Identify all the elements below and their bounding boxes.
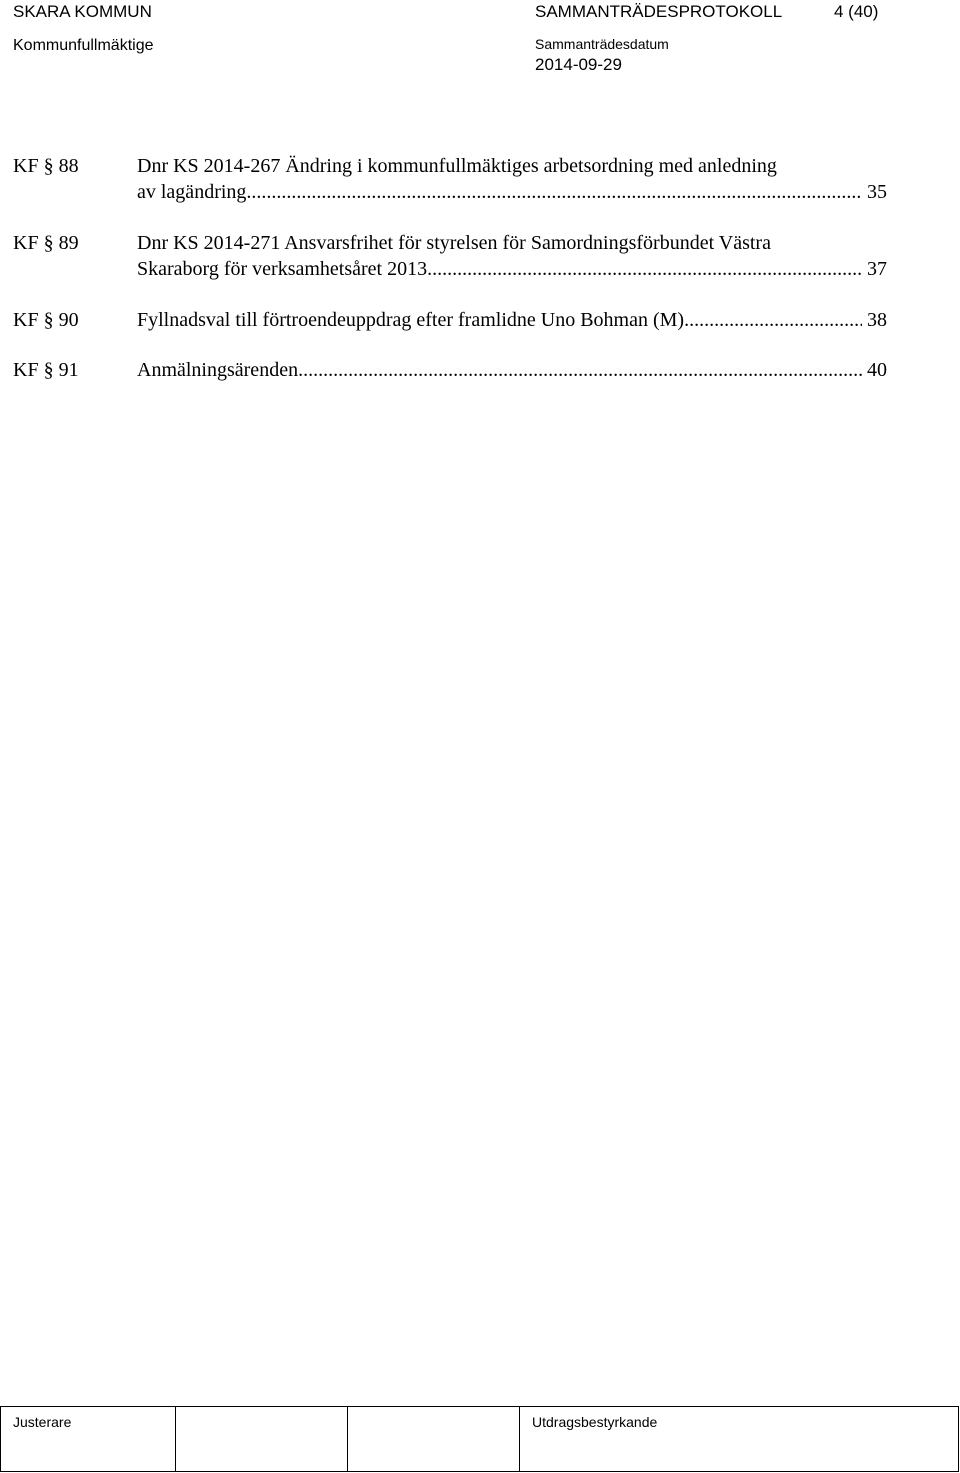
toc-ref-kf-89: KF § 89 <box>13 232 79 254</box>
toc-entry-title-cont: Skaraborg för verksamhetsåret 2013 ..... <box>137 256 862 282</box>
municipality-name: SKARA KOMMUN <box>13 2 152 21</box>
toc-page-number: 40 <box>867 359 887 381</box>
meeting-date: 2014-09-29 <box>535 55 622 74</box>
toc-entry-title: Anmälningsärenden ..... <box>137 357 862 383</box>
justerare-cell-3[interactable] <box>347 1407 519 1471</box>
toc-entry-title: Fyllnadsval till förtroendeuppdrag efter framlidne Uno Bohman (M) ..... <box>137 307 862 333</box>
toc-entry-kf-89[interactable] <box>137 230 887 282</box>
toc-ref-kf-90: KF § 90 <box>13 309 79 331</box>
governing-body: Kommunfullmäktige <box>13 37 154 54</box>
justerare-cell[interactable] <box>0 1407 175 1471</box>
document-type: SAMMANTRÄDESPROTOKOLL <box>535 2 783 21</box>
meeting-date-label: Sammanträdesdatum <box>535 36 669 52</box>
toc-page-number: 38 <box>867 309 887 331</box>
toc-ref-kf-91: KF § 91 <box>13 359 79 381</box>
toc-entry-title: Dnr KS 2014-267 Ändring i kommunfullmäktiges arbetsordning med anledning <box>137 155 777 177</box>
toc-page-number: 37 <box>867 258 887 280</box>
toc-entry-kf-88[interactable] <box>137 153 887 205</box>
justerare-cell-2[interactable] <box>175 1407 347 1471</box>
utdrag-label: Utdragsbestyrkande <box>532 1414 658 1430</box>
signature-footer <box>0 1406 959 1472</box>
toc-entry-kf-91[interactable] <box>137 357 887 383</box>
toc-entry-title-cont: av lagändring ..... <box>137 179 862 205</box>
toc-entry-kf-90[interactable] <box>137 307 887 333</box>
justerare-label: Justerare <box>13 1414 72 1430</box>
toc-ref-kf-88: KF § 88 <box>13 155 79 177</box>
toc-entry-title: Dnr KS 2014-271 Ansvarsfrihet för styrelsen för Samordningsförbundet Västra <box>137 232 771 254</box>
page-number: 4 (40) <box>834 2 879 21</box>
toc-page-number: 35 <box>867 181 887 203</box>
utdrag-cell[interactable] <box>519 1407 959 1471</box>
